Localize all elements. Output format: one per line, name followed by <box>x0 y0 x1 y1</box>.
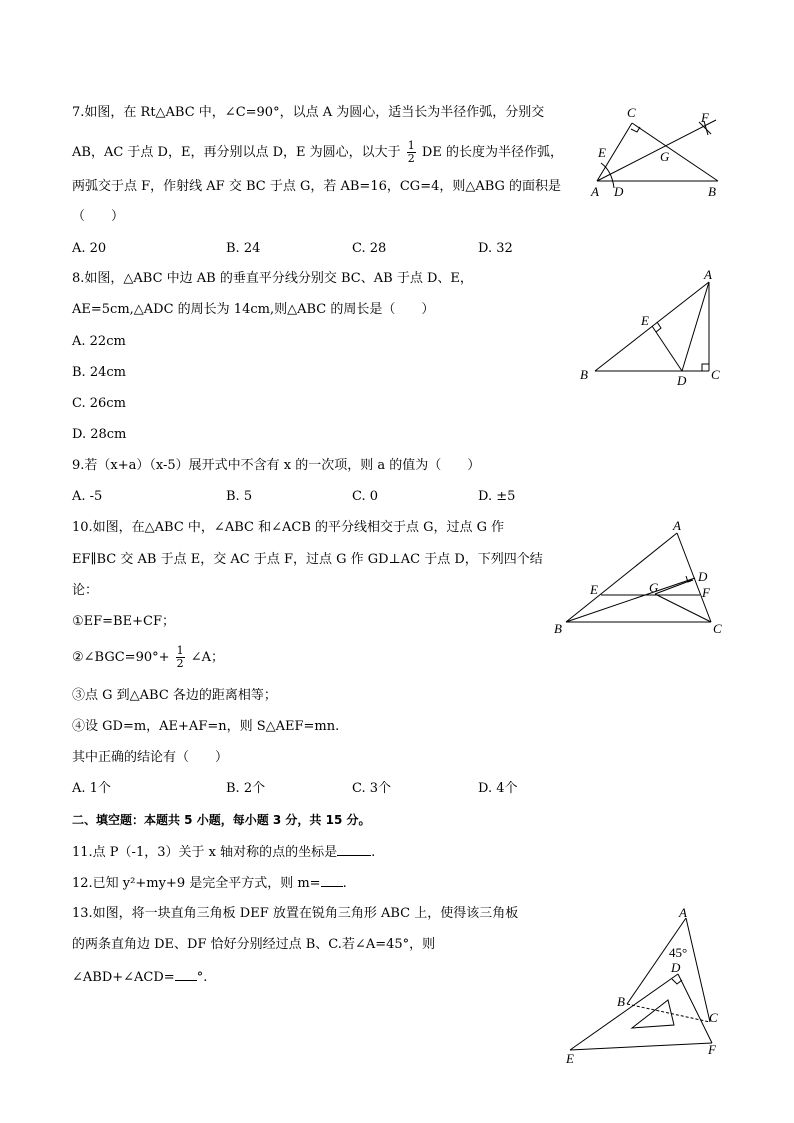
q7-line1: 7.如图，在 Rt△ABC 中，∠C=90°，以点 A 为圆心，适当长为半径作弧，分别交 <box>72 105 545 120</box>
q7-option-d: D. 32 <box>478 241 513 256</box>
q10-stmt-2-post: ∠A； <box>190 650 225 665</box>
q10-label-a: A <box>673 518 681 533</box>
q10-line1: 10.如图，在△ABC 中，∠ABC 和∠ACB 的平分线相交于点 G，过点 G 作 <box>72 520 505 535</box>
q10-stmt-4: ④设 GD=m，AE+AF=n，则 S△AEF=mn. <box>72 719 340 734</box>
q10-label-f: F <box>702 585 710 600</box>
q13-line1: 13.如图，将一块直角三角板 DEF 放置在锐角三角形 ABC 上，使得该三角板 <box>72 906 519 921</box>
q10-line3: 论： <box>72 583 99 598</box>
q9-option-d: D. ±5 <box>478 489 516 504</box>
q10-line2: EF∥BC 交 AB 于点 E，交 AC 于点 F，过点 G 作 GD⊥AC 于点 D，下列四个结 <box>72 552 543 567</box>
q8-line1: 8.如图，△ABC 中边 AB 的垂直平分线分别交 BC、AB 于点 D、E， <box>72 271 473 286</box>
q7-line2-post: DE 的长度为半径作弧， <box>421 145 563 160</box>
q9-option-b: B. 5 <box>226 489 253 504</box>
q10-line-end: 其中正确的结论有（ ） <box>72 750 229 765</box>
q13-inner-triangle <box>632 1000 674 1028</box>
q10-label-e: E <box>590 582 598 597</box>
q10-label-c: C <box>713 621 722 636</box>
q7-label-a: A <box>591 184 599 199</box>
q13-label-a: A <box>679 905 687 920</box>
q7-label-f: F <box>701 110 709 125</box>
q11-text: 11.点 P（-1，3）关于 x 轴对称的点的坐标是 <box>72 845 338 860</box>
q10-option-d: D. 4个 <box>478 781 518 796</box>
q10-stmt-3: ③点 G 到△ABC 各边的距离相等； <box>72 688 277 703</box>
q8-option-d: D. 28cm <box>72 427 127 442</box>
q13-label-e: E <box>566 1051 574 1066</box>
q10-stmt-1: ①EF=BE+CF； <box>72 614 175 629</box>
q7-option-b: B. 24 <box>226 241 261 256</box>
q7-frac-num: 1 <box>407 139 415 152</box>
q13-seg-ac <box>686 918 710 1022</box>
q12-end: . <box>342 876 347 891</box>
q10-label-g: G <box>649 580 659 595</box>
q10-label-d: D <box>698 569 708 584</box>
q7-label-e: E <box>598 145 606 160</box>
q8-option-c: C. 26cm <box>72 396 126 411</box>
q13-label-f: F <box>708 1042 716 1057</box>
q10-label-b: B <box>554 621 562 636</box>
q13-label-angle: 45° <box>669 945 688 960</box>
q7-label-g: G <box>660 149 670 164</box>
q8-option-a: A. 22cm <box>72 334 126 349</box>
q7-line3: 两弧交于点 F，作射线 AF 交 BC 于点 G，若 AB=16，CG=4，则△ABG 的面积是 <box>72 179 562 194</box>
q13-line2: 的两条直角边 DE、DF 恰好分别经过点 B、C.若∠A=45°，则 <box>72 937 436 952</box>
q7-frac-den: 2 <box>407 152 415 165</box>
q7-label-b: B <box>708 184 716 199</box>
q7-option-a: A. 20 <box>72 241 107 256</box>
q13-line3-post: °. <box>196 970 208 985</box>
q7-label-c: C <box>627 105 636 120</box>
q7-option-c: C. 28 <box>352 241 387 256</box>
q7-label-d: D <box>614 184 624 199</box>
q9-option-c: C. 0 <box>352 489 379 504</box>
q10-option-b: B. 2个 <box>226 781 266 796</box>
q13-label-b: B <box>617 994 625 1009</box>
q8-label-b: B <box>580 367 588 382</box>
q10-frac-den: 2 <box>176 657 184 670</box>
q13-label-d: D <box>671 960 681 975</box>
q9-line1: 9.若（x+a）（x-5）展开式中不含有 x 的一次项，则 a 的值为（ ） <box>72 458 481 473</box>
q11-end: . <box>371 845 376 860</box>
q13-line3-pre: ∠ABD+∠ACD= <box>72 970 175 985</box>
q10-option-c: C. 3个 <box>352 781 392 796</box>
q10-option-a: A. 1个 <box>72 781 111 796</box>
q8-label-a: A <box>704 267 712 282</box>
q12-text: 12.已知 y²+my+9 是完全平方式，则 m= <box>72 876 321 891</box>
q8-line2: AE=5cm,△ADC 的周长为 14cm,则△ABC 的周长是（ ） <box>72 302 435 317</box>
q7-line4: （ ） <box>72 209 125 224</box>
q8-label-c: C <box>711 367 720 382</box>
q8-option-b: B. 24cm <box>72 365 126 380</box>
q7-line2-pre: AB，AC 于点 D，E，再分别以点 D，E 为圆心，以大于 <box>72 145 401 160</box>
q10-stmt-2-pre: ②∠BGC=90°+ <box>72 650 170 665</box>
q8-label-d: D <box>677 373 687 388</box>
q9-option-a: A. -5 <box>72 489 103 504</box>
q13-seg-ef <box>570 1043 712 1050</box>
section-heading: 二、填空题：本题共 5 小题，每小题 3 分，共 15 分。 <box>72 813 371 827</box>
q13-label-c: C <box>709 1010 718 1025</box>
q10-frac-num: 1 <box>176 644 184 657</box>
q8-label-e: E <box>641 313 649 328</box>
